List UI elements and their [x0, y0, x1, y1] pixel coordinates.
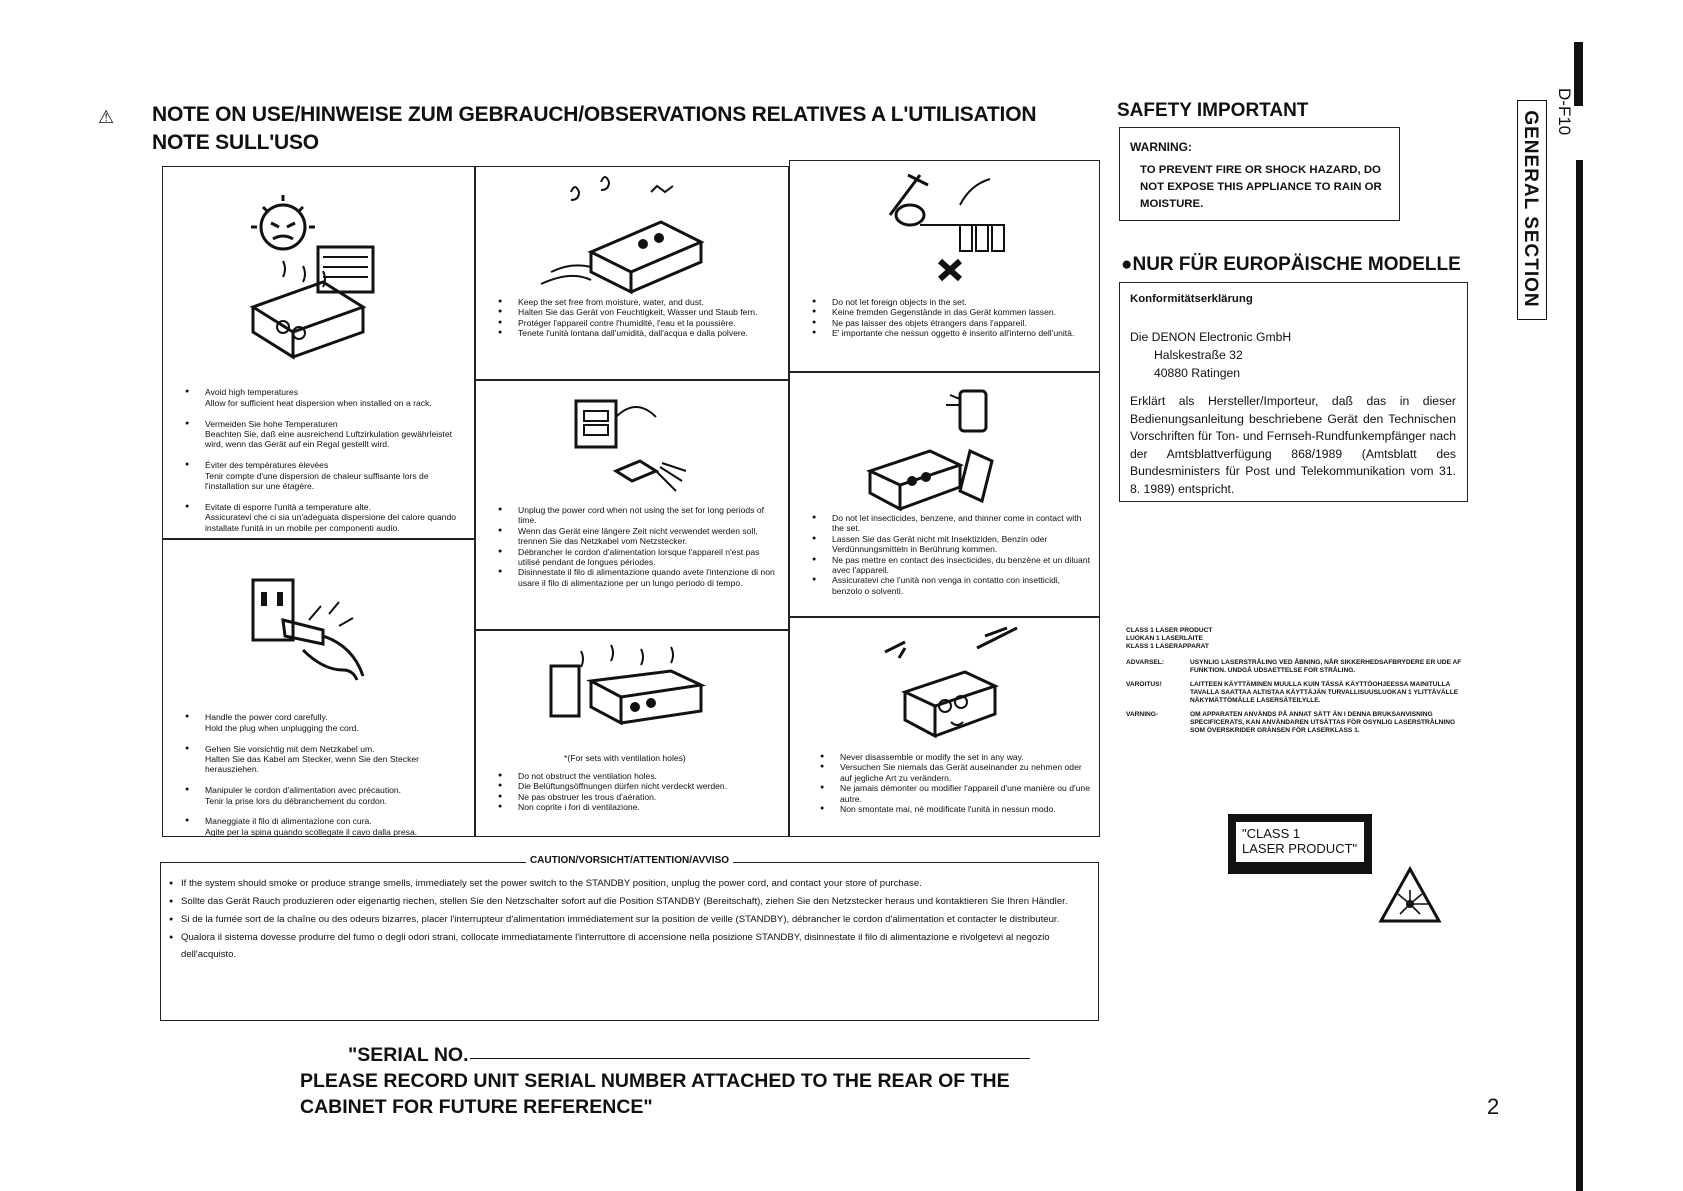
warning-mark-icon: ⚠ [98, 107, 114, 127]
laser-warning-label: VAROITUS! [1126, 681, 1162, 688]
laser-class-fi: LUOKAN 1 LASERLAITE [1126, 635, 1203, 642]
note-fr: ● Ne pas laisser des objets étrangers dans l'appareil. [810, 318, 1090, 328]
class1-laser-label [1228, 814, 1372, 874]
laser-warning-label: ADVARSEL: [1126, 659, 1164, 666]
note-de: ● Wenn das Gerät eine längere Zeit nicht verwendet werden soll, trennen Sie das Netzkabel vom Netzstecker. [496, 526, 781, 547]
warning-label: WARNING: [1130, 140, 1192, 154]
margin-bar-top [1574, 42, 1583, 106]
disassembly-tools-illustration [865, 622, 1035, 747]
margin-bar-right [1576, 160, 1583, 1191]
blocked-vents-illustration [541, 641, 721, 736]
note-de: ● Versuchen Sie niemals das Gerät auseinander zu nehmen oder auf jegliche Art zu verändern. [818, 762, 1090, 783]
note-it: ● Assicuratevi che l'unità non venga in contatto con insetticidi, benzolo o solventi. [810, 575, 1090, 596]
note-it: ● Evitate di esporre l'unità a temperature alte. Assicuratevi che ci sia un'adeguata dispersione del calore quando installate l'unità in un mobile per componenti audio. [183, 502, 463, 533]
note-it: ● Maneggiate il filo di alimentazione con cura. Agite per la spina quando scollegate il cavo dalla presa. [183, 816, 463, 837]
cell-moisture [475, 166, 789, 380]
note-en: ● Keep the set free from moisture, water, and dust. [496, 297, 781, 307]
wet-device-illustration [531, 172, 731, 302]
note-en: ● Handle the power cord carefully. Hold the plug when unplugging the cord. [183, 712, 463, 733]
serial-label-line [300, 1042, 1010, 1068]
outlet-plug-illustration [556, 391, 706, 501]
serial-instruction-line2: PLEASE RECORD UNIT SERIAL NUMBER ATTACHED TO THE REAR OF THE [300, 1070, 1010, 1092]
company-name: Die DENON Electronic GmbH [1130, 330, 1292, 344]
ventilation-caption: *(For sets with ventilation holes) [564, 753, 686, 763]
cell-unplug-notes [496, 505, 781, 588]
plug-hand-illustration [243, 560, 403, 700]
safety-title: SAFETY IMPORTANT [1117, 100, 1309, 121]
conformity-title: Konformitätserklärung [1130, 293, 1253, 305]
note-de: ● Lassen Sie das Gerät nicht mit Insektiziden, Benzin oder Verdünnungsmitteln in Berührung kommen. [810, 534, 1090, 555]
foreign-objects-illustration [860, 165, 1030, 295]
cell-foreign-objects-notes [810, 297, 1090, 339]
cell-power-cord-handling-notes [183, 702, 463, 848]
cell-foreign-objects [789, 160, 1100, 372]
cell-high-temperature-notes [183, 377, 463, 544]
europe-models-title: ●NUR FÜR EUROPÄISCHE MODELLE [1121, 254, 1461, 275]
class1-laser-label-inner [1236, 822, 1364, 862]
class1-label-line2: LASER PRODUCT" [1242, 841, 1358, 856]
page-number: 2 [1487, 1094, 1500, 1119]
laser-warning-text: USYNLIG LASERSTRÅLING VED ÅBNING, NÅR SIKKERHEDSAFBRYDERE ER UDE AF FUNKTION. UNDGÅ UDSAETTELSE FOR STRÅLING. [1190, 659, 1462, 674]
note-de: ● Gehen Sie vorsichtig mit dem Netzkabel um. Halten Sie das Kabel am Stecker, wenn Sie den Stecker herausziehen. [183, 744, 463, 775]
hot-sun-rack-illustration [223, 187, 423, 387]
caution-box [160, 855, 1099, 1021]
spray-chemicals-illustration [850, 381, 1030, 516]
laser-warning-label: VARNING- [1126, 711, 1159, 718]
serial-entry-line [470, 1058, 1030, 1059]
cell-ventilation-notes [496, 771, 781, 813]
laser-warning-sv [1126, 711, 1470, 735]
cell-unplug [475, 380, 789, 630]
laser-hazard-icon [1378, 866, 1442, 924]
laser-warning-text: OM APPARATEN ANVÄNDS PÅ ANNAT SÄTT ÄN I DENNA BRUKSANVISNING SPECIFICERATS, KAN ANVÄNDAREN UTSÄTTAS FÖR OSYNLIG LASERSTRÅLNING SOM ÖVERSKRIDER GRÄNSEN FÖR LASERKLASS 1. [1190, 711, 1456, 734]
note-it: ● Disinnestate il filo di alimentazione quando avete l'intenzione di non usare il filo di alimentazione per un lungo periodo di tempo. [496, 567, 781, 588]
note-fr: ● Manipuler le cordon d'alimentation avec précaution. Tenir la prise lors du débranchement du cordon. [183, 785, 463, 806]
laser-class-sv: KLASS 1 LASERAPPARAT [1126, 643, 1209, 650]
warning-box [1119, 127, 1400, 221]
note-de: ● Die Belüftungsöffnungen dürfen nicht verdeckt werden. [496, 781, 781, 791]
caution-item-it: ● Qualora il sistema dovesse produrre del fumo o degli odori strani, collocate immediatamente l'interruttore di accensione nella posizione STANDBY, disinnestate il filo di alimentazione e rivolgetevi al negozio dell'acquisto. [169, 929, 1088, 963]
note-fr: ● Ne jamais démonter ou modifier l'appareil d'une manière ou d'une autre. [818, 783, 1090, 804]
note-it: ● Non coprite i fori di ventilazione. [496, 802, 781, 812]
note-fr: ● Éviter des températures élevées Tenir compte d'une dispersion de chaleur suffisante lors de l'installation sur une étagère. [183, 460, 463, 491]
laser-warning-da [1126, 659, 1470, 675]
caution-heading: CAUTION/VORSICHT/ATTENTION/AVVISO [161, 855, 1098, 866]
note-en: ● Avoid high temperatures Allow for sufficient heat dispersion when installed on a rack. [183, 387, 463, 408]
note-en: ● Do not let foreign objects in the set. [810, 297, 1090, 307]
cell-ventilation [475, 630, 789, 837]
laser-warning-text: LAITTEEN KÄYTTÄMINEN MUULLA KUIN TÄSSÄ KÄYTTÖOHJEESSA MAINITULLA TAVALLA SAATTAA ALTISTAA KÄYTTÄJÄN TURVALLISUUSLUOKAN 1 YLITTÄVÄLLE NÄKYMÄTTÖMÄLLE LASERSÄTEILYLLE. [1190, 681, 1459, 704]
caution-item-de: ● Sollte das Gerät Rauch produzieren oder eigenartig riechen, stellen Sie den Netzschalter sofort auf die Position STANDBY (Bereitschaft), ziehen Sie den Netzstecker heraus und kontaktieren Sie Ihren Händler. [169, 893, 1088, 910]
laser-warning-fi [1126, 681, 1470, 705]
caution-item-en: ● If the system should smoke or produce strange smells, immediately set the power switch to the STANDBY position, unplug the power cord, and contact your store of purchase. [169, 875, 1088, 892]
note-en: ● Do not obstruct the ventilation holes. [496, 771, 781, 781]
cell-chemicals [789, 372, 1100, 617]
cell-disassembly-notes [818, 752, 1090, 814]
note-fr: ● Ne pas mettre en contact des insecticides, du benzène et un diluant avec l'appareil. [810, 555, 1090, 576]
model-number: D-F10 [1555, 88, 1574, 136]
conformity-declaration: Erklärt als Hersteller/Importeur, daß das in dieser Bedienungsanleitung beschriebene Gerät den Technischen Vorschriften für Ton- und Fernseh-Rundfunkempfänger nach der Amtsblattverfügung 868/1989 (Amtsblatt des Bundesministers für Post und Telekommunikation vom 31. 8. 1989) entspricht. [1130, 394, 1456, 496]
cell-disassembly [789, 617, 1100, 837]
cell-moisture-notes [496, 297, 781, 339]
note-it: ● E' importante che nessun oggetto è inserito all'interno dell'unità. [810, 328, 1090, 338]
note-fr: ● Débrancher le cordon d'alimentation lorsque l'appareil n'est pas utilisé pendant de longues périodes. [496, 547, 781, 568]
note-fr: ● Ne pas obstruer les trous d'aération. [496, 792, 781, 802]
page-title-line1: NOTE ON USE/HINWEISE ZUM GEBRAUCH/OBSERVATIONS RELATIVES A L'UTILISATION [152, 103, 1037, 126]
note-it: ● Tenete l'unità lontana dall'umidità, dall'acqua e dalla polvere. [496, 328, 781, 338]
section-tab-label: GENERAL SECTION [1520, 110, 1541, 308]
warning-text: TO PREVENT FIRE OR SHOCK HAZARD, DO NOT EXPOSE THIS APPLIANCE TO RAIN OR MOISTURE. [1140, 164, 1382, 210]
laser-class-en: CLASS 1 LASER PRODUCT [1126, 627, 1213, 634]
note-en: ● Never disassemble or modify the set in any way. [818, 752, 1090, 762]
laser-warnings [1126, 627, 1470, 741]
laser-class-lines [1126, 627, 1470, 651]
note-en: ● Do not let insecticides, benzene, and thinner come in contact with the set. [810, 513, 1090, 534]
note-en: ● Unplug the power cord when not using the set for long periods of time. [496, 505, 781, 526]
caution-item-fr: ● Si de la fumée sort de la chaîne ou des odeurs bizarres, placer l'interrupteur d'alimentation immédiatement sur la position de veille (STANDBY), débrancher le cordon d'alimentation et contacter le distributeur. [169, 911, 1088, 928]
cell-chemicals-notes [810, 513, 1090, 596]
note-it: ● Non smontate mai, nè modificate l'unità in nessun modo. [818, 804, 1090, 814]
serial-label: "SERIAL NO. [348, 1044, 469, 1066]
note-de: ● Halten Sie das Gerät von Feuchtigkeit, Wasser und Staub fern. [496, 307, 781, 317]
company-city: 40880 Ratingen [1154, 366, 1241, 380]
note-de: ● Vermeiden Sie hohe Temperaturen Beachten Sie, daß eine ausreichend Luftzirkulation gewährleistet wird, wenn das Gerät auf ein Regal gestellt wird. [183, 419, 463, 450]
caution-list [169, 875, 1088, 964]
page-title-line2: NOTE SULL'USO [152, 131, 319, 154]
note-de: ● Keine fremden Gegenstände in das Gerät kommen lassen. [810, 307, 1090, 317]
class1-label-line1: "CLASS 1 [1242, 826, 1301, 841]
note-fr: ● Protéger l'appareil contre l'humidité, l'eau et la poussière. [496, 318, 781, 328]
company-street: Halskestraße 32 [1154, 348, 1243, 362]
cell-high-temperature [162, 166, 475, 539]
conformity-box [1119, 282, 1468, 502]
cell-power-cord-handling [162, 539, 475, 837]
serial-number-section [300, 1042, 1010, 1120]
serial-instruction-line3: CABINET FOR FUTURE REFERENCE" [300, 1096, 653, 1118]
